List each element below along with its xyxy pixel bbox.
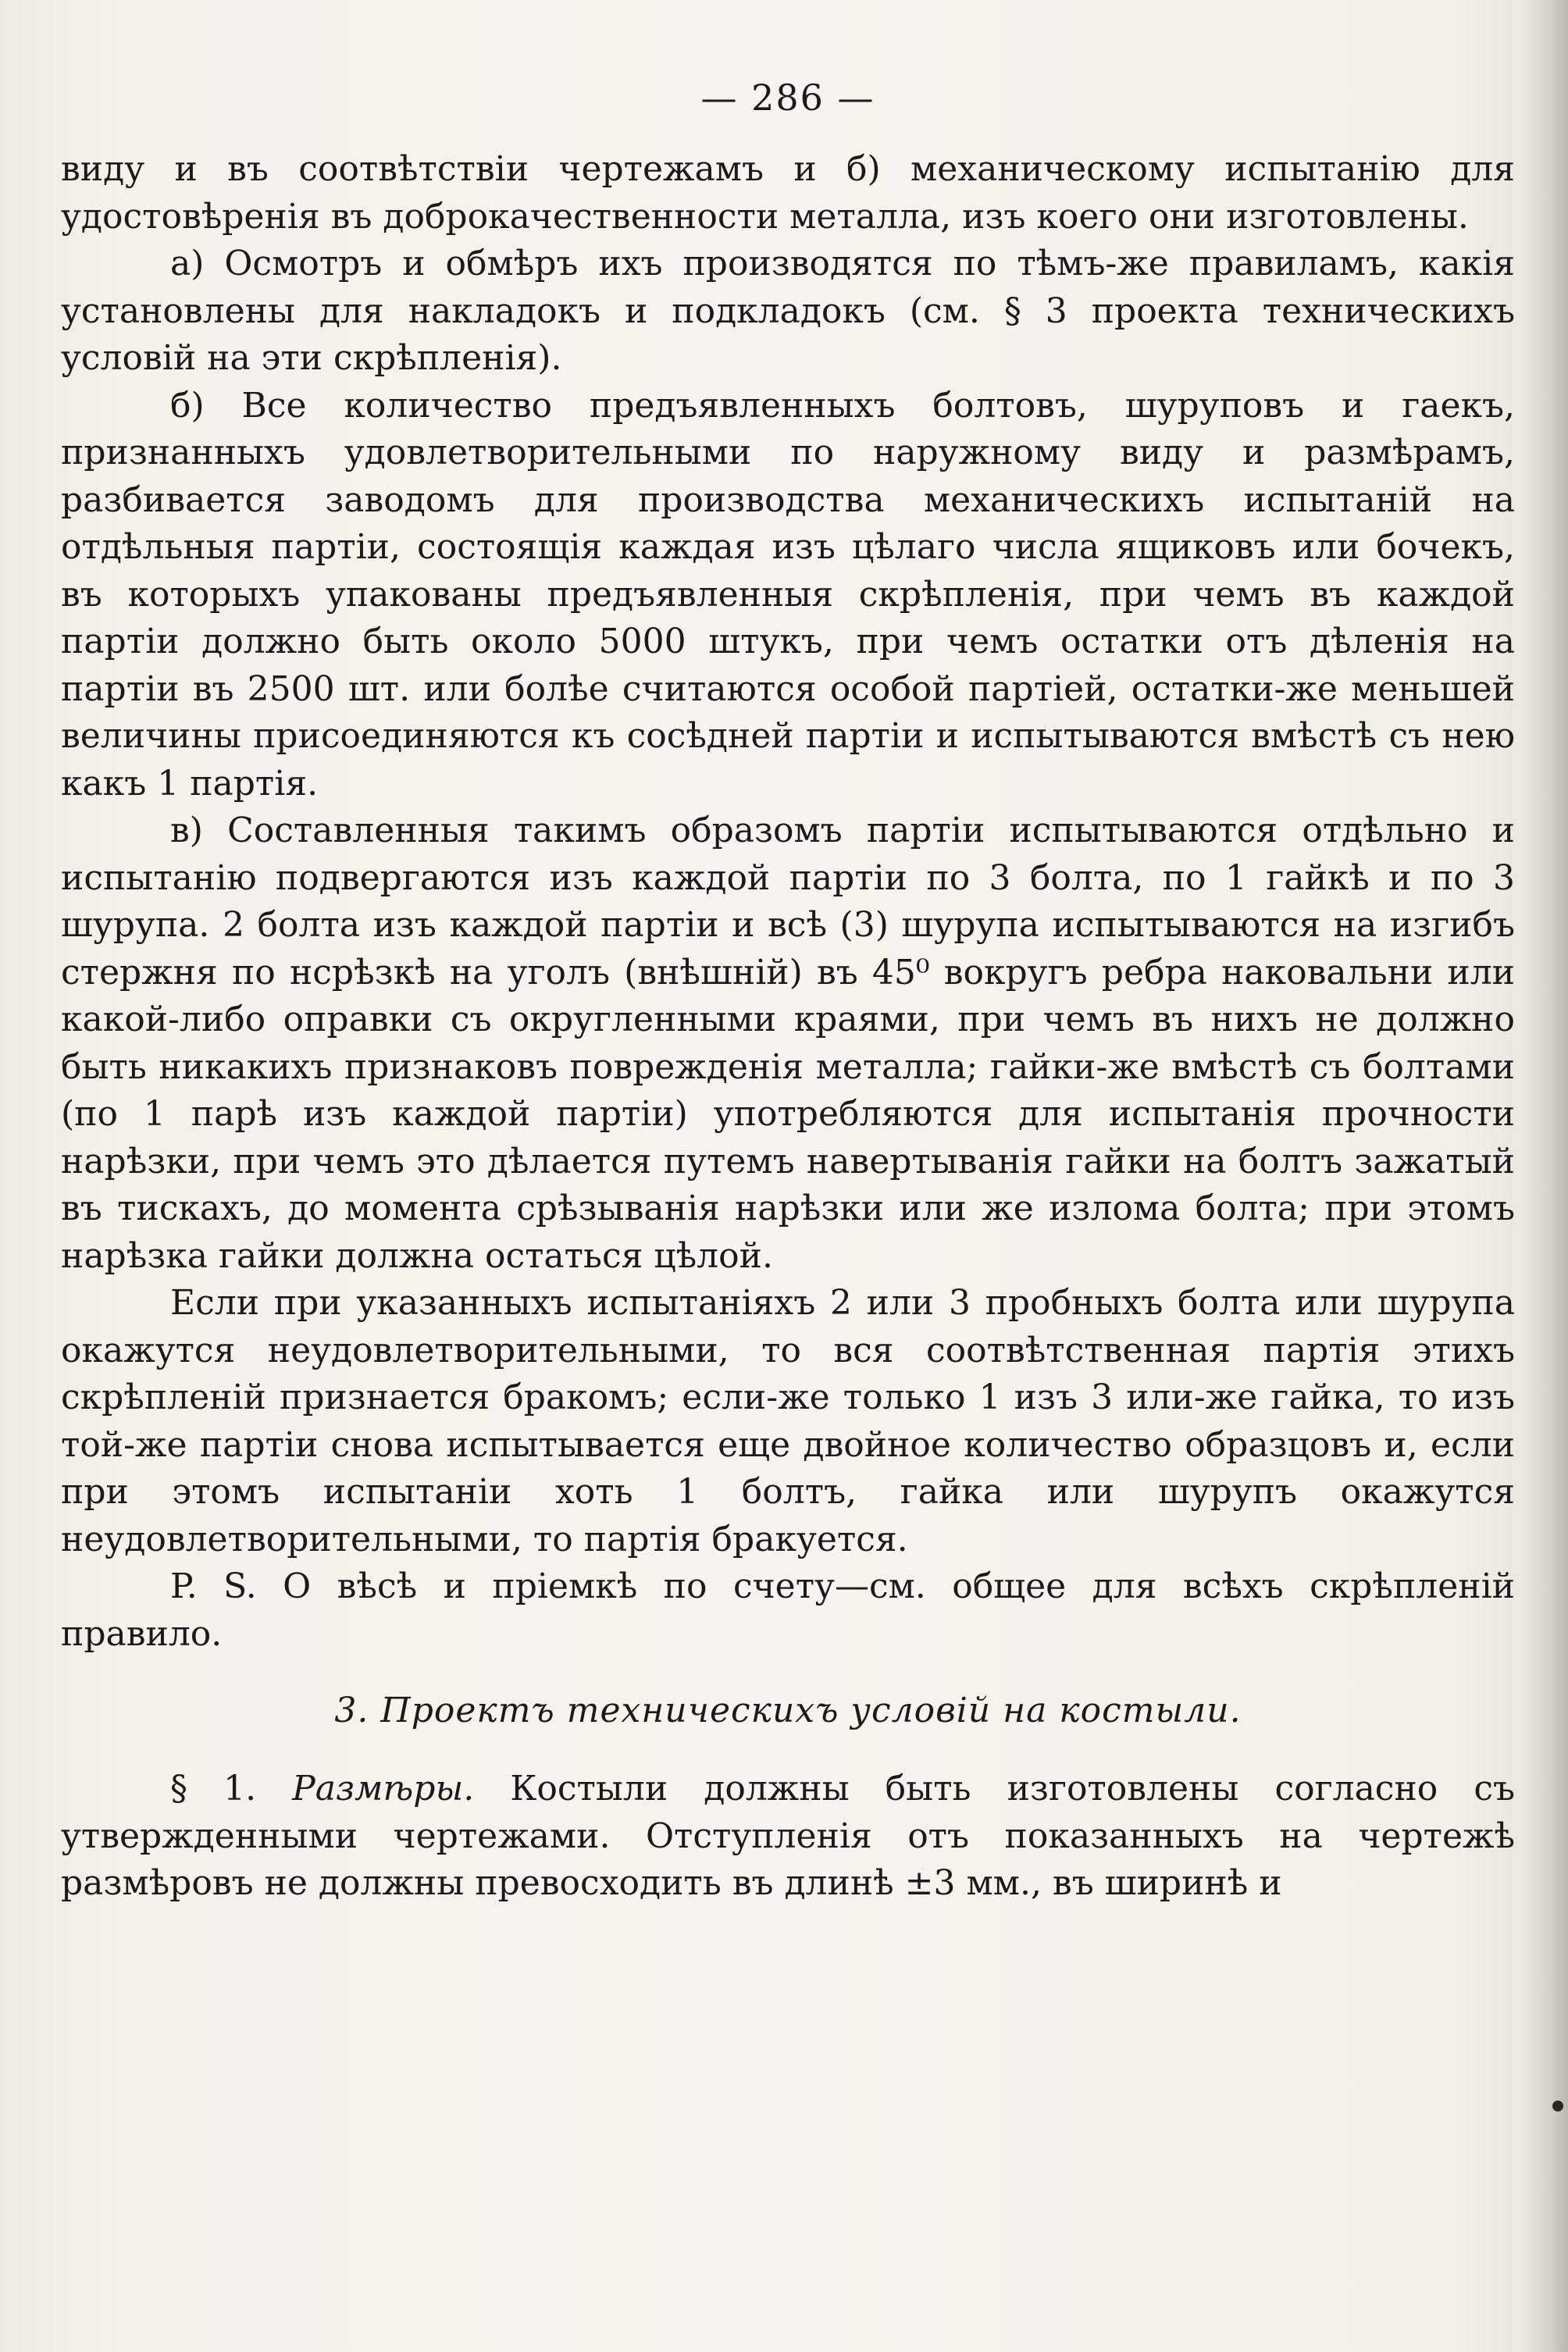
section-number: § 1. [170,1769,257,1809]
paragraph-batches: б) Все количество предъявленныхъ болтовъ, шуруповъ и гаекъ, признанныхъ удовлетворительными по наружному виду и размѣрамъ, разбивается заводомъ для производства механическихъ испытаній на отдѣльныя партіи, состоящія каждая изъ цѣлаго числа ящиковъ или бочекъ, въ которыхъ упакованы предъявленныя скрѣпленія, при чемъ въ каждой партіи должно быть около 5000 штукъ, при чемъ остатки отъ дѣленія на партіи въ 2500 шт. или болѣе считаются особой партіей, остатки-же меньшей величины присоединяются къ сосѣдней партіи и испытываются вмѣстѣ съ нею какъ 1 партія. [61,385,1515,804]
paragraph-dimensions [61,1766,1515,1908]
section-text: Костыли должны быть изготовлены согласно съ утвержденными чертежами. Отступленія отъ показанныхъ на чертежѣ размѣровъ не должны превосходить въ длинѣ ±3 мм., въ ширинѣ и [61,1769,1515,1903]
ink-dot-mark [1552,2101,1563,2111]
section-heading: 3. Проектъ техническихъ условій на костыли. [334,1691,1242,1730]
page-text [61,74,1515,1908]
paragraph-continuation: виду и въ соотвѣтствіи чертежамъ и б) механическому испытанію для удостовѣренія въ доброкачественности металла, изъ коего они изготовлены. [61,149,1515,237]
paragraph-testing: в) Составленныя такимъ образомъ партіи испытываются отдѣльно и испытанію подвергаются изъ каждой партіи по 3 болта, по 1 гайкѣ и по 3 шурупа. 2 болта изъ каждой партіи и всѣ (3) шурупа испытываются на изгибъ стержня по нсрѣзкѣ на уголъ (внѣшній) въ 45⁰ вокругъ ребра наковальни или какой-либо оправки съ округленными краями, при чемъ въ нихъ не должно быть никакихъ признаковъ поврежденія металла; гайки-же вмѣстѣ съ болтами (по 1 парѣ изъ каждой партіи) употребляются для испытанія прочности нарѣзки, при чемъ это дѣлается путемъ навертыванія гайки на болтъ зажатый въ тискахъ, до момента срѣзыванія нарѣзки или же излома болта; при этомъ нарѣзка гайки должна остаться цѣлой. [61,811,1515,1276]
page-number: — 286 — [700,77,875,119]
section-term: Размѣры. [292,1769,475,1809]
paragraph-inspection: а) Осмотръ и обмѣръ ихъ производятся по тѣмъ-же правиламъ, какія установлены для накладокъ и подкладокъ (см. § 3 проекта техническихъ условій на эти скрѣпленія). [61,244,1515,378]
paragraph-postscript: P. S. О вѣсѣ и пріемкѣ по счету—см. общее для всѣхъ скрѣпленій правило. [61,1566,1515,1654]
page-edge-shadow [1521,0,1568,2352]
paragraph-rejection: Если при указанныхъ испытаніяхъ 2 или 3 пробныхъ болта или шурупа окажутся неудовлетворительными, то вся соотвѣтственная партія этихъ скрѣпленій признается бракомъ; если-же только 1 изъ 3 или-же гайка, то изъ той-же партіи снова испытывается еще двойное количество образцовъ и, если при этомъ испытаніи хоть 1 болтъ, гайка или шурупъ окажутся неудовлетворительными, то партія бракуется. [61,1283,1515,1559]
